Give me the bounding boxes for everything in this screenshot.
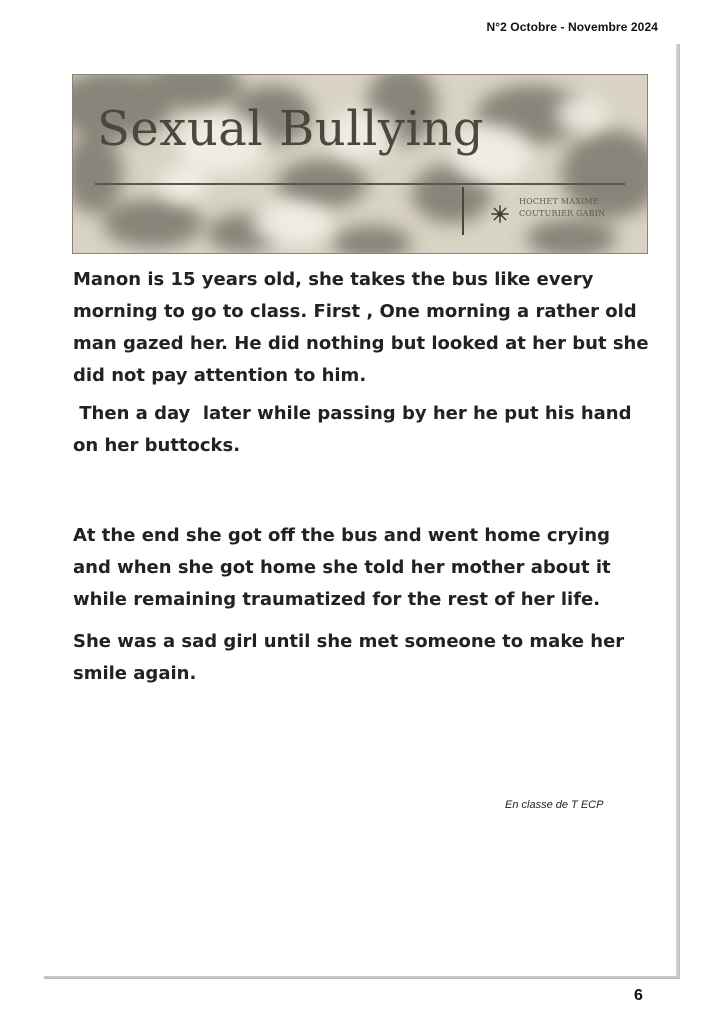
class-signature: En classe de T ECP	[505, 799, 604, 811]
banner-horizontal-rule	[95, 183, 625, 185]
article-paragraph-1: Manon is 15 years old, she takes the bus like every morning to go to class. First , One morning a rather old man gazed her. He did nothing but looked at her but she did not pay attention to him.	[73, 269, 649, 386]
article-authors	[519, 196, 605, 220]
page-frame-bottom	[44, 976, 680, 979]
article-banner	[72, 74, 648, 254]
article-paragraph-3: At the end she got off the bus and went home crying and when she got home she told her mother about it while remaining traumatized for the rest of her life.	[73, 525, 611, 610]
article-title: Sexual Bullying	[97, 101, 484, 157]
author-1: HOCHET MAXIME	[519, 197, 599, 206]
star-icon	[491, 205, 509, 223]
page-number: 6	[634, 987, 643, 1004]
article-paragraph-2: Then a day later while passing by her he put his hand on her buttocks.	[73, 403, 638, 456]
issue-header: N°2 Octobre - Novembre 2024	[486, 20, 658, 34]
author-2: COUTURIER GABIN	[519, 209, 606, 218]
banner-vertical-rule	[462, 187, 464, 235]
page-frame-right	[676, 44, 680, 978]
article-paragraph-4: She was a sad girl until she met someone to make her smile again.	[73, 631, 625, 684]
